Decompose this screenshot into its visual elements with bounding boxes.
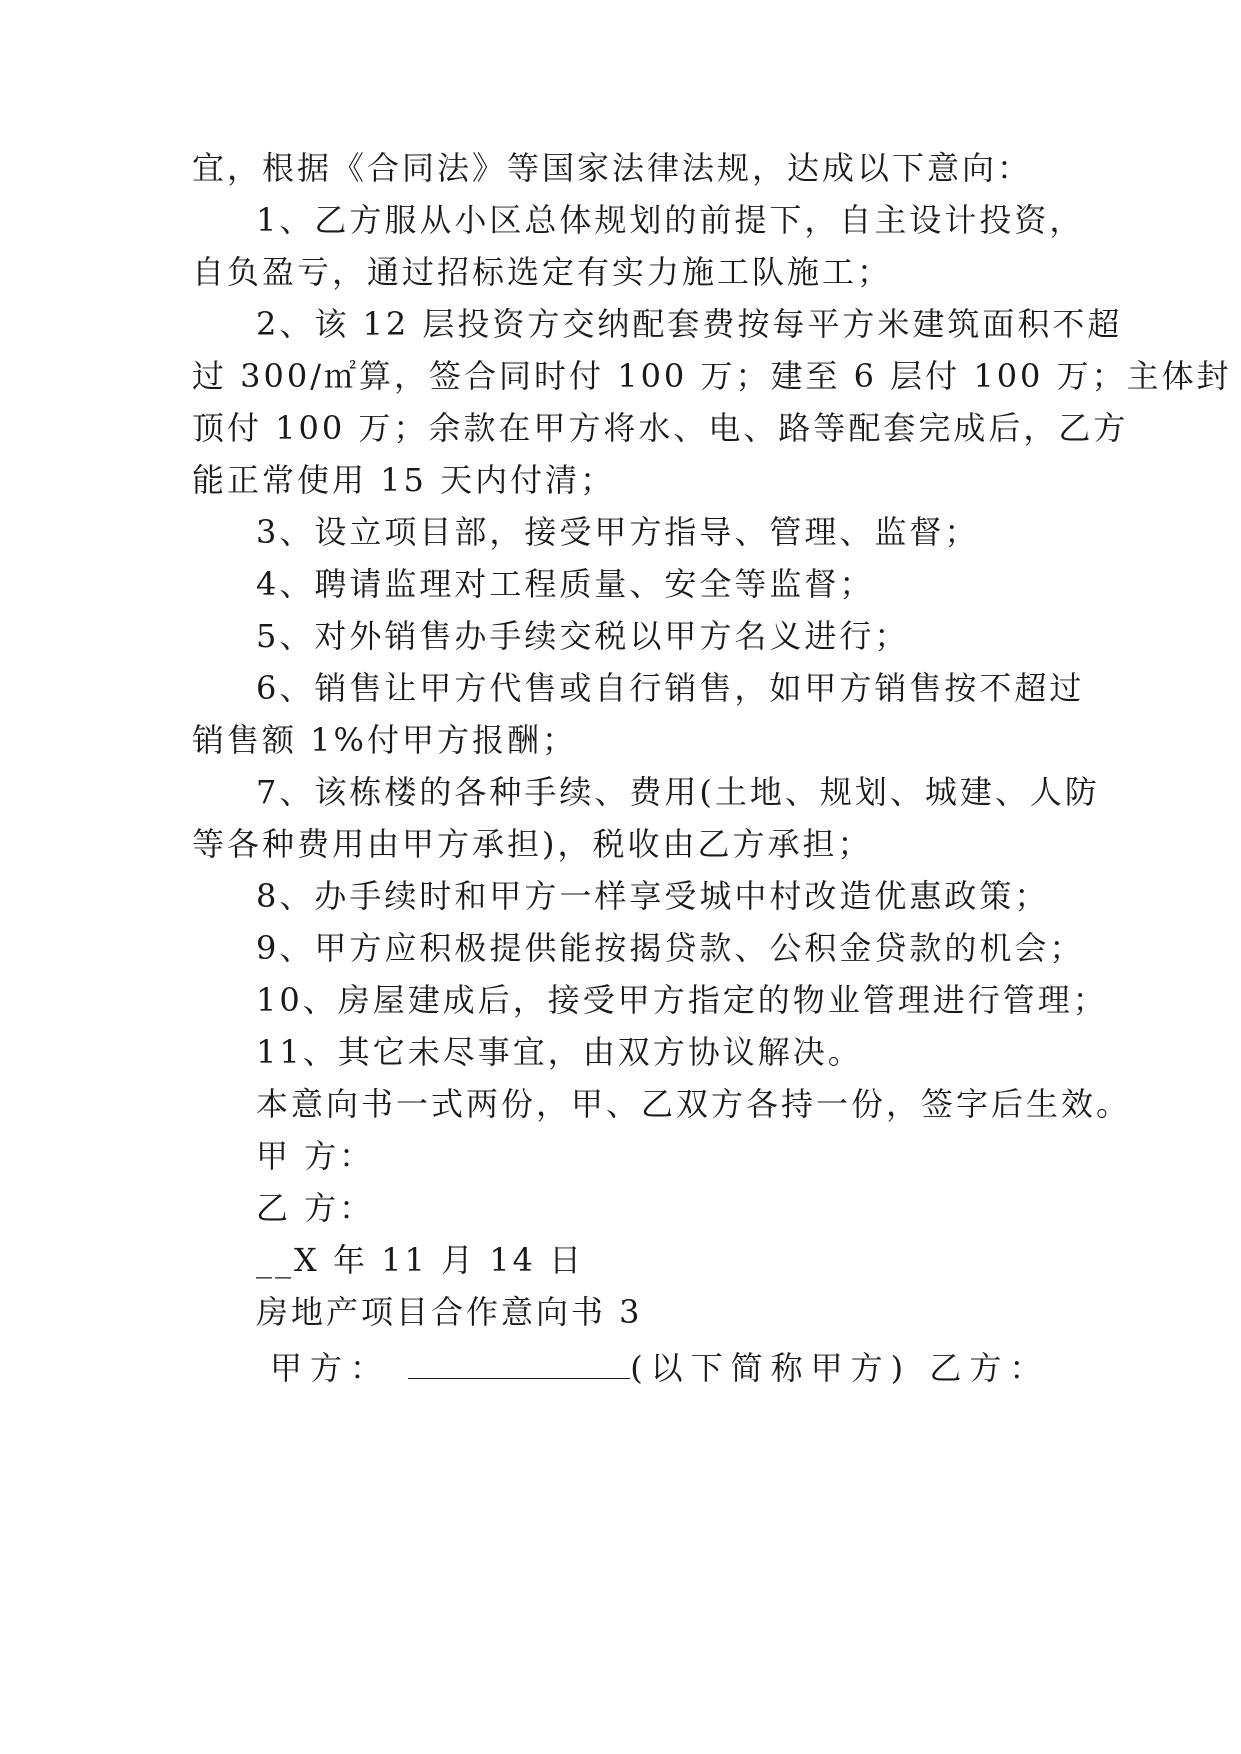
signature-party-a: 甲 方： (256, 1137, 375, 1175)
party-a-blank (408, 1348, 630, 1379)
party-a-label: 甲方： (270, 1349, 391, 1387)
signature-party-b: 乙 方： (256, 1189, 375, 1227)
clause-7-line-1: 7、该栋楼的各种手续、费用(土地、规划、城建、人防 (256, 773, 1100, 811)
date-text: X 年 11 月 14 日 (294, 1241, 585, 1279)
clause-11: 11、其它未尽事宜，由双方协议解决。 (256, 1033, 863, 1071)
clause-5: 5、对外销售办手续交税以甲方名义进行； (256, 617, 910, 655)
clause-2-line-2: 过 300/㎡算，签合同时付 100 万；建至 6 层付 100 万；主体封 (192, 357, 1232, 395)
clause-2-line-1: 2、该 12 层投资方交纳配套费按每平方米建筑面积不超 (256, 305, 1123, 343)
clause-8: 8、办手续时和甲方一样享受城中村改造优惠政策； (256, 877, 1050, 915)
next-document-title: 房地产项目合作意向书 3 (256, 1293, 643, 1331)
clause-10: 10、房屋建成后，接受甲方指定的物业管理进行管理； (256, 981, 1108, 1019)
signature-date (256, 1240, 1136, 1280)
party-b-label: 乙方： (929, 1349, 1050, 1387)
clause-9: 9、甲方应积极提供能按揭贷款、公积金贷款的机会； (256, 929, 1085, 967)
clause-7-line-2: 等各种费用由甲方承担)，税收由乙方承担； (192, 825, 873, 863)
clause-2-line-3: 顶付 100 万；余款在甲方将水、电、路等配套完成后，乙方 (192, 409, 1129, 447)
clause-1-line-1: 1、乙方服从小区总体规划的前提下，自主设计投资， (256, 201, 1085, 239)
clause-6-line-1: 6、销售让甲方代售或自行销售，如甲方销售按不超过 (256, 669, 1085, 707)
clause-6-line-2: 销售额 1%付甲方报酬； (192, 721, 577, 759)
clause-2-line-4: 能正常使用 15 天内付清； (192, 461, 616, 499)
clause-4: 4、聘请监理对工程质量、安全等监督； (256, 565, 875, 603)
closing-statement: 本意向书一式两份，甲、乙双方各持一份，签字后生效。 (256, 1085, 1132, 1123)
party-a-note: (以下简称甲方) (630, 1349, 912, 1387)
date-blank: __ (256, 1241, 294, 1279)
clause-1-line-2: 自负盈亏，通过招标选定有实力施工队施工； (192, 253, 893, 291)
clause-3: 3、设立项目部，接受甲方指导、管理、监督； (256, 513, 980, 551)
next-party-line (270, 1348, 1070, 1388)
paragraph-line: 宜，根据《合同法》等国家法律法规，达成以下意向： (192, 149, 1033, 187)
